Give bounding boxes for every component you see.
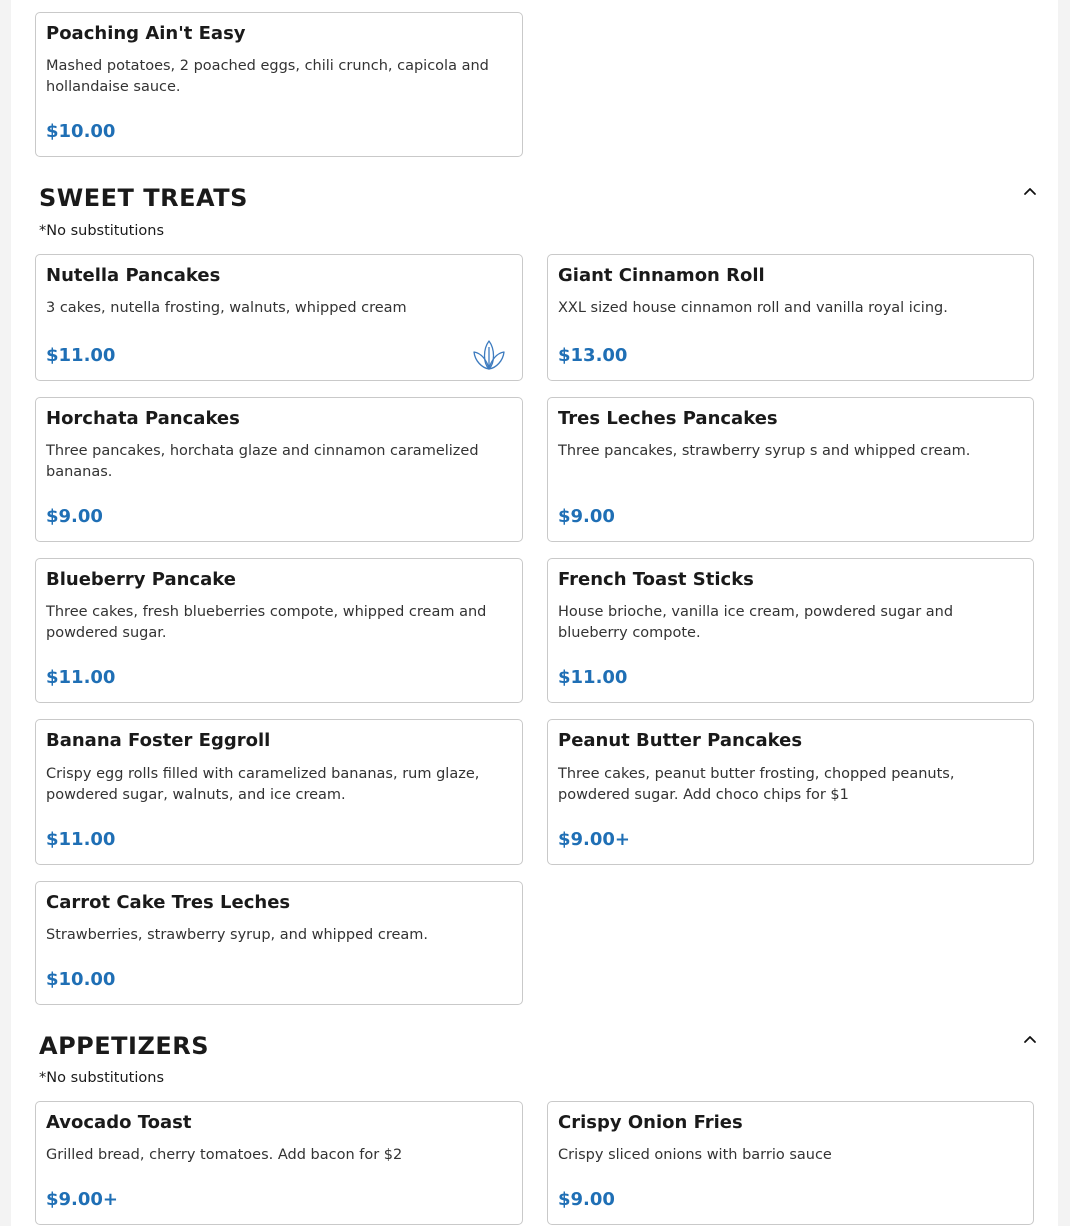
item-price: $13.00: [558, 345, 628, 366]
menu-item-card[interactable]: [35, 881, 523, 1005]
item-price: $10.00: [46, 121, 116, 142]
menu-item-card[interactable]: [547, 254, 1034, 381]
item-description: Three cakes, fresh blueberries compote, whipped cream and powdered sugar.: [46, 604, 487, 641]
menu-item-card[interactable]: [35, 719, 523, 865]
item-name: Horchata Pancakes: [46, 408, 240, 429]
collapse-sweet-treats-button[interactable]: [1020, 181, 1040, 201]
item-price: $9.00: [558, 506, 615, 527]
item-name: Peanut Butter Pancakes: [558, 730, 803, 751]
vegetarian-leaf-icon: [472, 339, 506, 371]
item-description: Three pancakes, strawberry syrup s and whipped cream.: [558, 443, 971, 459]
item-description: House brioche, vanilla ice cream, powdered sugar and blueberry compote.: [558, 604, 954, 641]
item-description: Grilled bread, cherry tomatoes. Add bacon for $2: [46, 1147, 403, 1163]
item-name: Nutella Pancakes: [46, 265, 221, 286]
item-description: Crispy egg rolls filled with caramelized bananas, rum glaze, powdered sugar, walnuts, and ice cream.: [46, 766, 480, 803]
menu-item-card[interactable]: [547, 558, 1034, 703]
item-name: Giant Cinnamon Roll: [558, 265, 765, 286]
item-name: Banana Foster Eggroll: [46, 730, 271, 751]
item-name: Crispy Onion Fries: [558, 1112, 743, 1133]
item-price: $10.00: [46, 969, 116, 990]
collapse-appetizers-button[interactable]: [1020, 1029, 1040, 1049]
menu-item-card[interactable]: [35, 12, 523, 157]
menu-item-card[interactable]: [35, 254, 523, 381]
item-description: Mashed potatoes, 2 poached eggs, chili crunch, capicola and hollandaise sauce.: [46, 58, 489, 95]
item-price: $9.00: [46, 506, 103, 527]
section-note: *No substitutions: [39, 1070, 164, 1086]
menu-item-card[interactable]: [547, 719, 1034, 865]
item-name: Tres Leches Pancakes: [558, 408, 778, 429]
section-note: *No substitutions: [39, 223, 164, 239]
menu-item-card[interactable]: [35, 558, 523, 703]
item-description: XXL sized house cinnamon roll and vanilla royal icing.: [558, 300, 948, 316]
item-price: $11.00: [46, 345, 116, 366]
item-price: $9.00+: [46, 1189, 119, 1210]
item-name: French Toast Sticks: [558, 569, 754, 590]
chevron-up-icon: [1020, 181, 1040, 201]
menu-item-card[interactable]: [547, 1101, 1034, 1225]
item-description: Three pancakes, horchata glaze and cinnamon caramelized bananas.: [46, 443, 479, 480]
item-name: Avocado Toast: [46, 1112, 192, 1133]
menu-item-card[interactable]: [35, 397, 523, 542]
item-name: Blueberry Pancake: [46, 569, 236, 590]
item-price: $11.00: [558, 667, 628, 688]
menu-item-card[interactable]: [35, 1101, 523, 1225]
section-title-sweet-treats: SWEET TREATS: [39, 184, 248, 212]
chevron-up-icon: [1020, 1029, 1040, 1049]
item-name: Carrot Cake Tres Leches: [46, 892, 291, 913]
menu-item-card[interactable]: [547, 397, 1034, 542]
item-price: $9.00: [558, 1189, 615, 1210]
item-price: $11.00: [46, 829, 116, 850]
item-name: Poaching Ain't Easy: [46, 23, 246, 44]
item-price: $11.00: [46, 667, 116, 688]
section-title-appetizers: APPETIZERS: [39, 1032, 210, 1060]
menu-page: [11, 0, 1058, 1226]
item-description: Three cakes, peanut butter frosting, chopped peanuts, powdered sugar. Add choco chips for $1: [558, 766, 955, 803]
item-description: Crispy sliced onions with barrio sauce: [558, 1147, 832, 1163]
item-description: Strawberries, strawberry syrup, and whipped cream.: [46, 927, 429, 943]
item-price: $9.00+: [558, 829, 631, 850]
item-description: 3 cakes, nutella frosting, walnuts, whipped cream: [46, 300, 407, 316]
